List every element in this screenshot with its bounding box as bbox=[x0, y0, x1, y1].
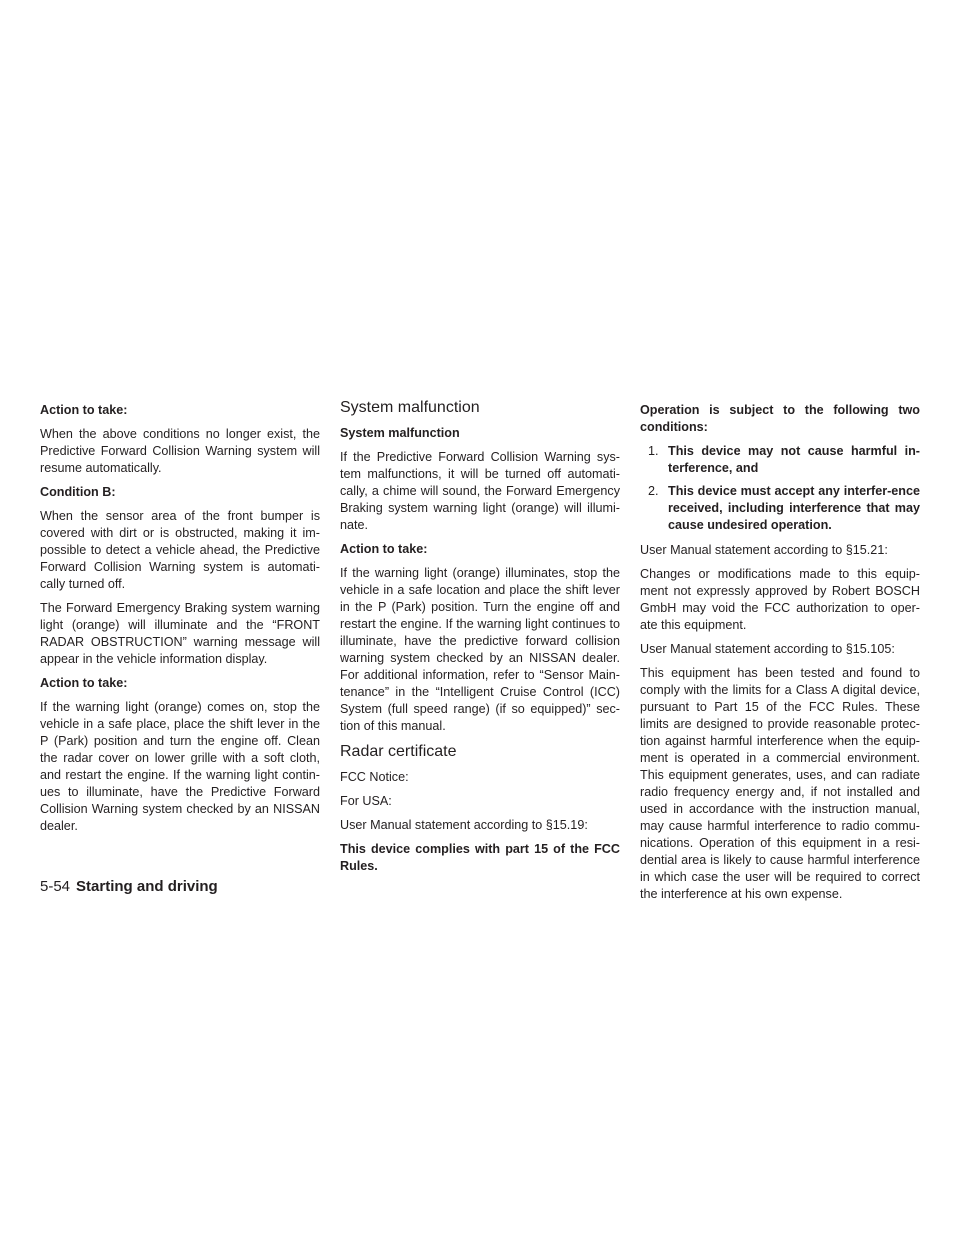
page-footer bbox=[40, 877, 218, 897]
conditions-list bbox=[640, 443, 920, 534]
paragraph-statement-15-105: User Manual statement according to §15.105: bbox=[640, 642, 895, 656]
list-item bbox=[640, 483, 920, 534]
paragraph-statement-15-19: User Manual statement according to §15.19: bbox=[340, 818, 588, 832]
column-middle bbox=[340, 399, 620, 882]
paragraph-complies: This device complies with part 15 of the FCC Rules. bbox=[340, 842, 620, 873]
list-item-text: This device may not cause harmful in-terference, and bbox=[668, 444, 920, 475]
list-item-number: 1. bbox=[648, 444, 659, 458]
column-right bbox=[640, 402, 920, 910]
list-item-text: This device must accept any interfer-ence received, including interference that may cause undesired operation. bbox=[668, 484, 920, 532]
column-left bbox=[40, 402, 320, 842]
list-item-number: 2. bbox=[648, 484, 659, 498]
heading-action-to-take-3: Action to take: bbox=[340, 542, 428, 556]
paragraph-condition-b: When the sensor area of the front bumper is covered with dirt or is obstructed, making it im-possible to detect a vehicle ahead, the Predictive Forward Collision Warning system is automati-cally turned off. bbox=[40, 509, 320, 591]
paragraph-tested: This equipment has been tested and found to comply with the limits for a Class A digital device, pursuant to Part 15 of the FCC Rules. These limits are designed to provide reasonable protec-tion against harmful interference when the equip-ment is operated in a commercial environment. This equipment generates, uses, and can radiate radio frequency energy and, if not installed and used in accordance with the instruction manual, may cause harmful interference to radio commu-nications. Operation of this equipment in a resi-dential area is likely to cause harmful interference in which case the user will be required to correct the interference at his own expense. bbox=[640, 666, 920, 901]
paragraph-feb-warning: The Forward Emergency Braking system warning light (orange) will illuminate and the “FRONT RADAR OBSTRUCTION” warning message will appear in the vehicle information display. bbox=[40, 601, 320, 666]
paragraph-resume: When the above conditions no longer exist, the Predictive Forward Collision Warning system will resume automatically. bbox=[40, 427, 320, 475]
paragraph-for-usa: For USA: bbox=[340, 794, 392, 808]
paragraph-clean-radar: If the warning light (orange) comes on, stop the vehicle in a safe place, place the shift lever in the P (Park) position and turn the engine off. Clean the radar cover on lower grille with a soft cloth, and restart the engine. If the warning light contin-ues to illuminate, have the Predictive Forward Collision Warning system checked by an NISSAN dealer. bbox=[40, 700, 320, 833]
section-name: Starting and driving bbox=[76, 878, 218, 895]
paragraph-operation-conditions: Operation is subject to the following two conditions: bbox=[640, 403, 920, 434]
paragraph-statement-15-21: User Manual statement according to §15.21: bbox=[640, 543, 888, 557]
section-title-system-malfunction: System malfunction bbox=[340, 399, 480, 416]
heading-condition-b: Condition B: bbox=[40, 485, 116, 499]
paragraph-fcc-notice: FCC Notice: bbox=[340, 770, 409, 784]
heading-action-to-take-2: Action to take: bbox=[40, 676, 128, 690]
heading-action-to-take: Action to take: bbox=[40, 403, 128, 417]
heading-system-malfunction: System malfunction bbox=[340, 426, 460, 440]
paragraph-restart-engine: If the warning light (orange) illuminates, stop the vehicle in a safe location and place the shift lever in the P (Park) position. Turn the engine off and restart the engine. If the warning light continues to illuminate, have the predictive forward collision warning system checked by an NISSAN dealer. For additional information, refer to “Sensor Main-tenance” in the “Intelligent Cruise Control (ICC) System (full speed range) (if so equipped)” sec-tion of this manual. bbox=[340, 566, 620, 733]
paragraph-changes: Changes or modifications made to this equip-ment not expressly approved by Robert BOSCH GmbH may void the FCC authorization to oper-ate this equipment. bbox=[640, 567, 920, 632]
list-item bbox=[640, 443, 920, 477]
section-title-radar-certificate: Radar certificate bbox=[340, 743, 457, 760]
paragraph-system-malfunction: If the Predictive Forward Collision Warning sys-tem malfunctions, it will be turned off automati-cally, a chime will sound, the Forward Emergency Braking system warning light (orange) will illumi-nate. bbox=[340, 450, 620, 532]
page-number: 5-54 bbox=[40, 878, 71, 895]
